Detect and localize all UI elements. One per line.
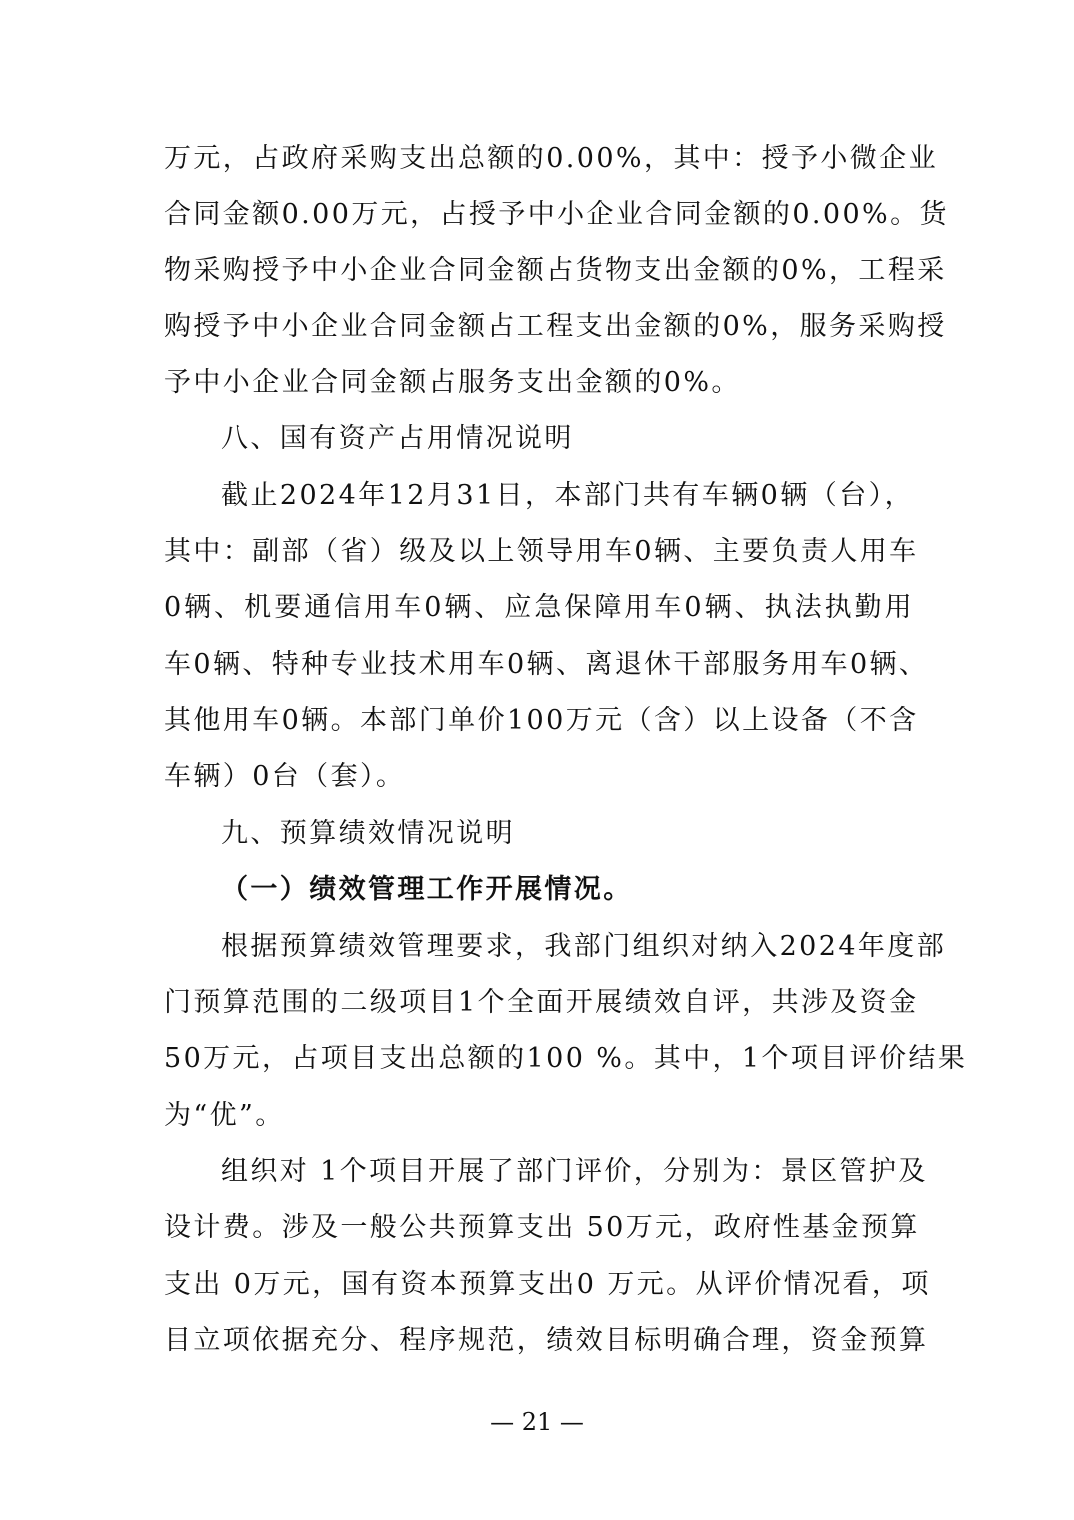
- paragraph-line: 合同金额0.00万元，占授予中小企业合同金额的0.00%。货: [164, 199, 949, 230]
- paragraph-line: 支出 0万元，国有资本预算支出0 万元。从评价情况看，项: [164, 1269, 931, 1300]
- paragraph-line: 车0辆、特种专业技术用车0辆、离退休干部服务用车0辆、: [164, 649, 929, 680]
- subsection-heading: （一）绩效管理工作开展情况。: [221, 874, 633, 905]
- paragraph-line: 其中：副部（省）级及以上领导用车0辆、主要负责人用车: [164, 536, 919, 567]
- paragraph-line: 设计费。涉及一般公共预算支出 50万元，政府性基金预算: [164, 1212, 920, 1243]
- paragraph-line: 根据预算绩效管理要求，我部门组织对纳入2024年度部: [221, 931, 947, 962]
- paragraph-line: 购授予中小企业合同金额占工程支出金额的0%，服务采购授: [164, 311, 947, 342]
- paragraph-line: 门预算范围的二级项目1个全面开展绩效自评，共涉及资金: [164, 987, 919, 1018]
- paragraph-line: 截止2024年12月31日，本部门共有车辆0辆（台），: [221, 480, 914, 511]
- paragraph-line: 0辆、机要通信用车0辆、应急保障用车0辆、执法执勤用: [164, 592, 914, 623]
- paragraph-line: 目立项依据充分、程序规范，绩效目标明确合理，资金预算: [164, 1325, 929, 1356]
- paragraph-line: 为“优”。: [164, 1100, 285, 1131]
- paragraph-line: 万元，占政府采购支出总额的0.00%，其中：授予小微企业: [164, 143, 938, 174]
- paragraph-line: 组织对 1个项目开展了部门评价，分别为：景区管护及: [221, 1156, 928, 1187]
- section-heading-9: 九、预算绩效情况说明: [221, 818, 515, 849]
- page-number: — 21 —: [490, 1408, 584, 1436]
- paragraph-line: 予中小企业合同金额占服务支出金额的0%。: [164, 367, 741, 398]
- paragraph-line: 50万元，占项目支出总额的100 %。其中，1个项目评价结果: [164, 1043, 968, 1074]
- paragraph-line: 物采购授予中小企业合同金额占货物支出金额的0%，工程采: [164, 255, 947, 286]
- section-heading-8: 八、国有资产占用情况说明: [221, 423, 574, 454]
- paragraph-line: 车辆）0台（套）。: [164, 761, 406, 792]
- paragraph-line: 其他用车0辆。本部门单价100万元（含）以上设备（不含: [164, 705, 919, 736]
